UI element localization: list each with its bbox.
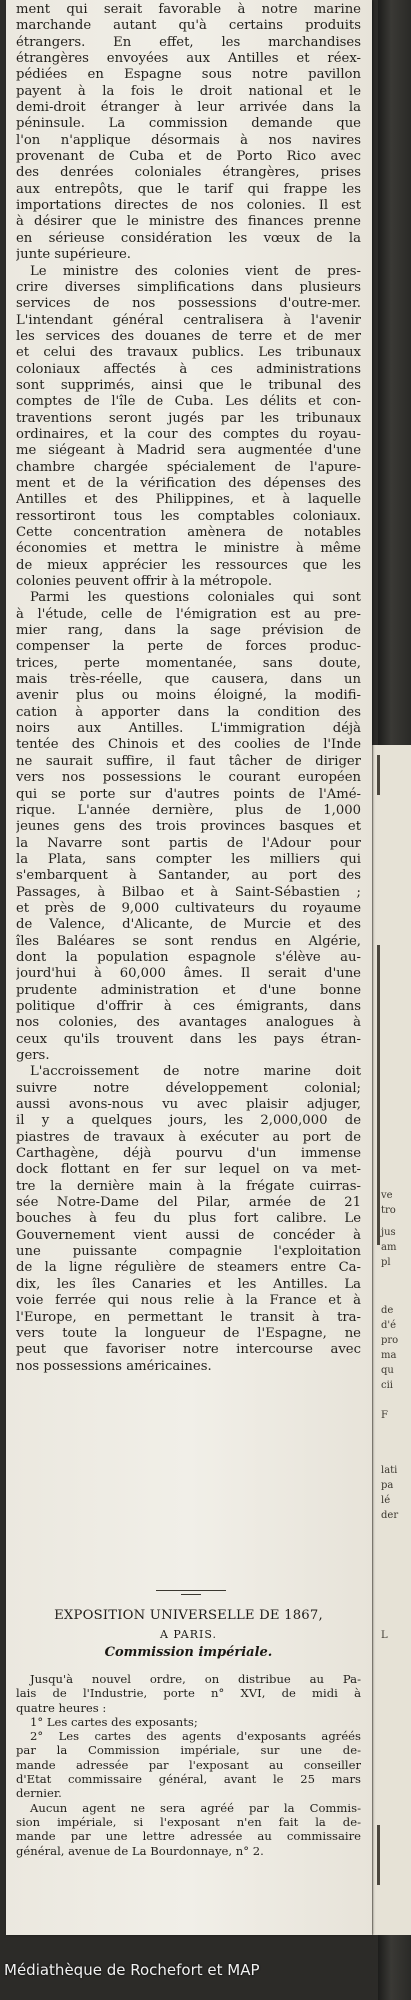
article-line: sée Notre-Dame del Pilar, armée de 21: [16, 1195, 361, 1211]
article-line: ment et de la vérification des dépenses des: [16, 475, 361, 491]
article-line: en sérieuse considération les vœux de la: [16, 230, 361, 246]
notice-line: lais de l'Industrie, porte n° XVI, de midi à: [16, 1686, 361, 1701]
side-fragment-text: lati: [381, 1465, 398, 1476]
article-line: L'intendant général centralisera à l'avenir: [16, 312, 361, 328]
article-line: prudente administration et d'une bonne: [16, 982, 361, 998]
notice-line: par la Commission impériale, sur une de-: [16, 1743, 361, 1758]
commission-heading: Commission impériale.: [104, 1645, 273, 1660]
article-line: nos possessions américaines.: [16, 1358, 212, 1374]
exposition-place: A PARIS.: [159, 1628, 218, 1641]
side-fragment-text: ve: [381, 1190, 393, 1201]
article-line: cation à apporter dans la condition des: [16, 704, 361, 720]
article-line: importations directes de nos colonies. Il est: [16, 198, 361, 214]
notice-line: quatre heures :: [16, 1700, 107, 1715]
article-line: Le ministre des colonies vient de pres-: [30, 263, 361, 279]
side-fragment-text: pl: [381, 1257, 391, 1268]
notice-line: sion impériale, si l'exposant n'en fait la de-: [16, 1814, 361, 1829]
article-line: politique d'offrir à ces émigrants, dans: [16, 998, 361, 1014]
article-line: économies et mettra le ministre à même: [16, 541, 361, 557]
article-line: Carthagène, déjà pourvu d'un immense: [16, 1146, 361, 1162]
article-line: de la ligne régulière de steamers entre Ca-: [16, 1260, 361, 1276]
article-line: chambre chargée spécialement de l'apure-: [16, 459, 361, 475]
side-rule: [377, 945, 380, 1245]
notice-line: Jusqu'à nouvel ordre, on distribue au Pa-: [30, 1672, 361, 1686]
article-line: services de nos possessions d'outre-mer.: [16, 296, 361, 312]
article-line: îles Baléares se sont rendus en Algérie,: [16, 933, 361, 949]
article-line: et près de 9,000 cultivateurs du royaume: [16, 900, 361, 916]
adjacent-clipping-fragment: [372, 745, 411, 1935]
article-line: aussi avons-nous vu avec plaisir adjuger,: [16, 1097, 361, 1113]
article-line: dont la population espagnole s'élève au-: [16, 949, 361, 965]
article-line: ressortiront tous les comptables coloniaux.: [16, 508, 361, 524]
article-line: de mieux apprécier les ressources que les: [16, 557, 361, 573]
article-line: étrangères envoyées aux Antilles et réex-: [16, 51, 361, 67]
article-line: l'Europe, en permettant le transit à tra-: [16, 1309, 361, 1325]
newspaper-clipping: [6, 0, 372, 1935]
side-rule: [377, 1825, 380, 1885]
article-line: rique. L'année dernière, plus de 1,000: [16, 802, 361, 818]
article-line: les services des douanes de terre et de mer: [16, 328, 361, 344]
article-line: il y a quelques jours, les 2,000,000 de: [16, 1113, 361, 1129]
article-line: Gouvernement vient aussi de concéder à: [16, 1227, 361, 1243]
article-line: coloniaux affectés à ces administrations: [16, 361, 361, 377]
article-line: avenir plus ou moins éloigné, la modifi-: [16, 688, 361, 704]
article-line: traventions seront jugés par les tribunaux: [16, 410, 361, 426]
side-fragment-text: lé: [381, 1495, 391, 1506]
side-fragment-text: jus: [381, 1227, 396, 1238]
article-line: des denrées coloniales étrangères, prises: [16, 165, 361, 181]
article-line: étrangers. En effet, les marchandises: [16, 34, 361, 50]
article-line: jourd'hui à 60,000 âmes. Il serait d'une: [16, 966, 361, 982]
article-line: gers.: [16, 1048, 50, 1063]
article-line: qui se porte sur d'autres points de l'Amé-: [16, 786, 361, 802]
article-line: sont supprimés, ainsi que le tribunal des: [16, 377, 361, 393]
side-fragment-text: pro: [381, 1335, 399, 1346]
article-line: et celui des travaux publics. Les tribunaux: [16, 345, 361, 361]
notice-line: 1° Les cartes des exposants;: [30, 1714, 198, 1729]
notice-line: d'Etat commissaire général, avant le 25 mars: [16, 1772, 361, 1787]
article-line: de Valence, d'Alicante, de Murcie et des: [16, 917, 361, 933]
article-line: compenser la perte de forces produc-: [16, 639, 361, 655]
side-fragment-text: tro: [381, 1205, 396, 1216]
article-line: tentée des Chinois et des coolies de l'Inde: [16, 737, 361, 753]
article-line: vers toute la longueur de l'Espagne, ne: [16, 1325, 361, 1341]
article-line: tre la dernière main à la frégate cuirras-: [16, 1178, 361, 1194]
article-line: Passages, à Bilbao et à Saint-Sébastien ;: [16, 884, 361, 900]
section-divider: [156, 1590, 226, 1591]
article-text: [16, 2, 361, 1375]
article-line: nos colonies, des avantages analogues à: [16, 1015, 361, 1031]
side-fragment-text: qu: [381, 1365, 394, 1376]
article-line: piastres de travaux à exécuter au port de: [16, 1129, 361, 1145]
image-credit: Médiathèque de Rochefort et MAP: [4, 1961, 260, 1979]
article-line: colonies peuvent offrir à la métropole.: [16, 574, 273, 590]
side-fragment-text: L: [381, 1630, 388, 1641]
side-fragment-text: cii: [381, 1380, 393, 1391]
side-fragment-text: de: [381, 1305, 394, 1316]
side-fragment-text: am: [381, 1242, 397, 1253]
article-line: Cette concentration amènera de notables: [16, 525, 361, 540]
article-line: comptes de l'île de Cuba. Les délits et con-: [16, 394, 361, 410]
article-line: ment qui serait favorable à notre marine: [16, 2, 361, 17]
article-line: crire diverses simplifications dans plusieurs: [16, 279, 361, 295]
article-line: vers nos possessions le courant européen: [16, 770, 361, 786]
article-line: s'embarquent à Santander, au port des: [16, 868, 361, 884]
side-rule: [377, 755, 380, 795]
article-line: marchande autant qu'à certains produits: [16, 18, 361, 34]
notice-line: Aucun agent ne sera agréé par la Commis-: [30, 1800, 361, 1815]
article-line: péninsule. La commission demande que: [16, 116, 361, 132]
article-line: à désirer que le ministre des finances prenne: [16, 214, 361, 230]
article-line: aux entrepôts, que le tarif qui frappe les: [16, 181, 361, 197]
side-fragment-text: F: [381, 1410, 388, 1421]
side-fragment-text: der: [381, 1510, 399, 1521]
article-line: dix, les îles Canaries et les Antilles. La: [16, 1276, 361, 1292]
article-line: me siégeant à Madrid sera augmentée d'une: [16, 443, 361, 459]
article-line: ordinaires, et la cour des comptes du royau-: [16, 426, 361, 442]
article-line: suivre notre développement colonial;: [16, 1080, 361, 1096]
notice-line: 2° Les cartes des agents d'exposants agréés: [30, 1729, 361, 1744]
article-line: une puissante compagnie l'exploitation: [16, 1244, 361, 1260]
notice-line: général, avenue de La Bourdonnaye, n° 2.: [16, 1843, 264, 1858]
article-line: Parmi les questions coloniales qui sont: [30, 590, 361, 606]
article-line: voie ferrée qui nous relie à la France et à: [16, 1293, 361, 1309]
article-line: provenant de Cuba et de Porto Rico avec: [16, 149, 361, 165]
article-line: Antilles et des Philippines, et à laquelle: [16, 492, 361, 508]
notice-line: mande par une lettre adressée au commissaire: [16, 1829, 361, 1844]
article-line: noirs aux Antilles. L'immigration déjà: [16, 721, 361, 737]
article-line: jeunes gens des trois provinces basques et: [16, 819, 361, 835]
side-fragment-text: ma: [381, 1350, 397, 1361]
article-line: mier rang, dans la sage prévision de: [16, 623, 361, 639]
article-line: pédiées en Espagne sous notre pavillon: [16, 67, 361, 83]
article-line: bouches à feu du plus fort calibre. Le: [16, 1211, 361, 1227]
article-line: ne saurait suffire, il faut tâcher de diriger: [16, 753, 361, 769]
article-line: peut que favoriser notre intercourse avec: [16, 1342, 361, 1358]
notice-text: [16, 1672, 361, 1858]
section-divider-short: [181, 1594, 201, 1595]
side-fragment-text: d'é: [381, 1320, 397, 1331]
article-line: ceux qu'ils trouvent dans les pays étran-: [16, 1031, 361, 1047]
article-line: la Plata, sans compter les milliers qui: [16, 851, 361, 867]
notice-line: mande adressée par l'exposant au conseiller: [16, 1757, 361, 1772]
article-line: junte supérieure.: [16, 247, 131, 263]
side-fragment-text: pa: [381, 1480, 394, 1491]
article-line: mais très-réelle, que causera, dans un: [16, 672, 361, 688]
article-line: trices, perte momentanée, sans doute,: [16, 655, 361, 671]
article-line: l'on n'applique désormais à nos navires: [16, 132, 361, 148]
article-line: L'accroissement de notre marine doit: [30, 1064, 361, 1080]
article-line: payent à la fois le droit national et le: [16, 83, 361, 99]
article-line: à l'étude, celle de l'émigration est au pre-: [16, 606, 361, 622]
article-line: demi-droit étranger à leur arrivée dans la: [16, 100, 361, 116]
notice-line: dernier.: [16, 1786, 62, 1801]
exposition-title: EXPOSITION UNIVERSELLE DE 1867,: [54, 1608, 323, 1623]
article-line: dock flottant en fer sur lequel on va met-: [16, 1162, 361, 1178]
article-line: la Navarre sont partis de l'Adour pour: [16, 835, 361, 851]
